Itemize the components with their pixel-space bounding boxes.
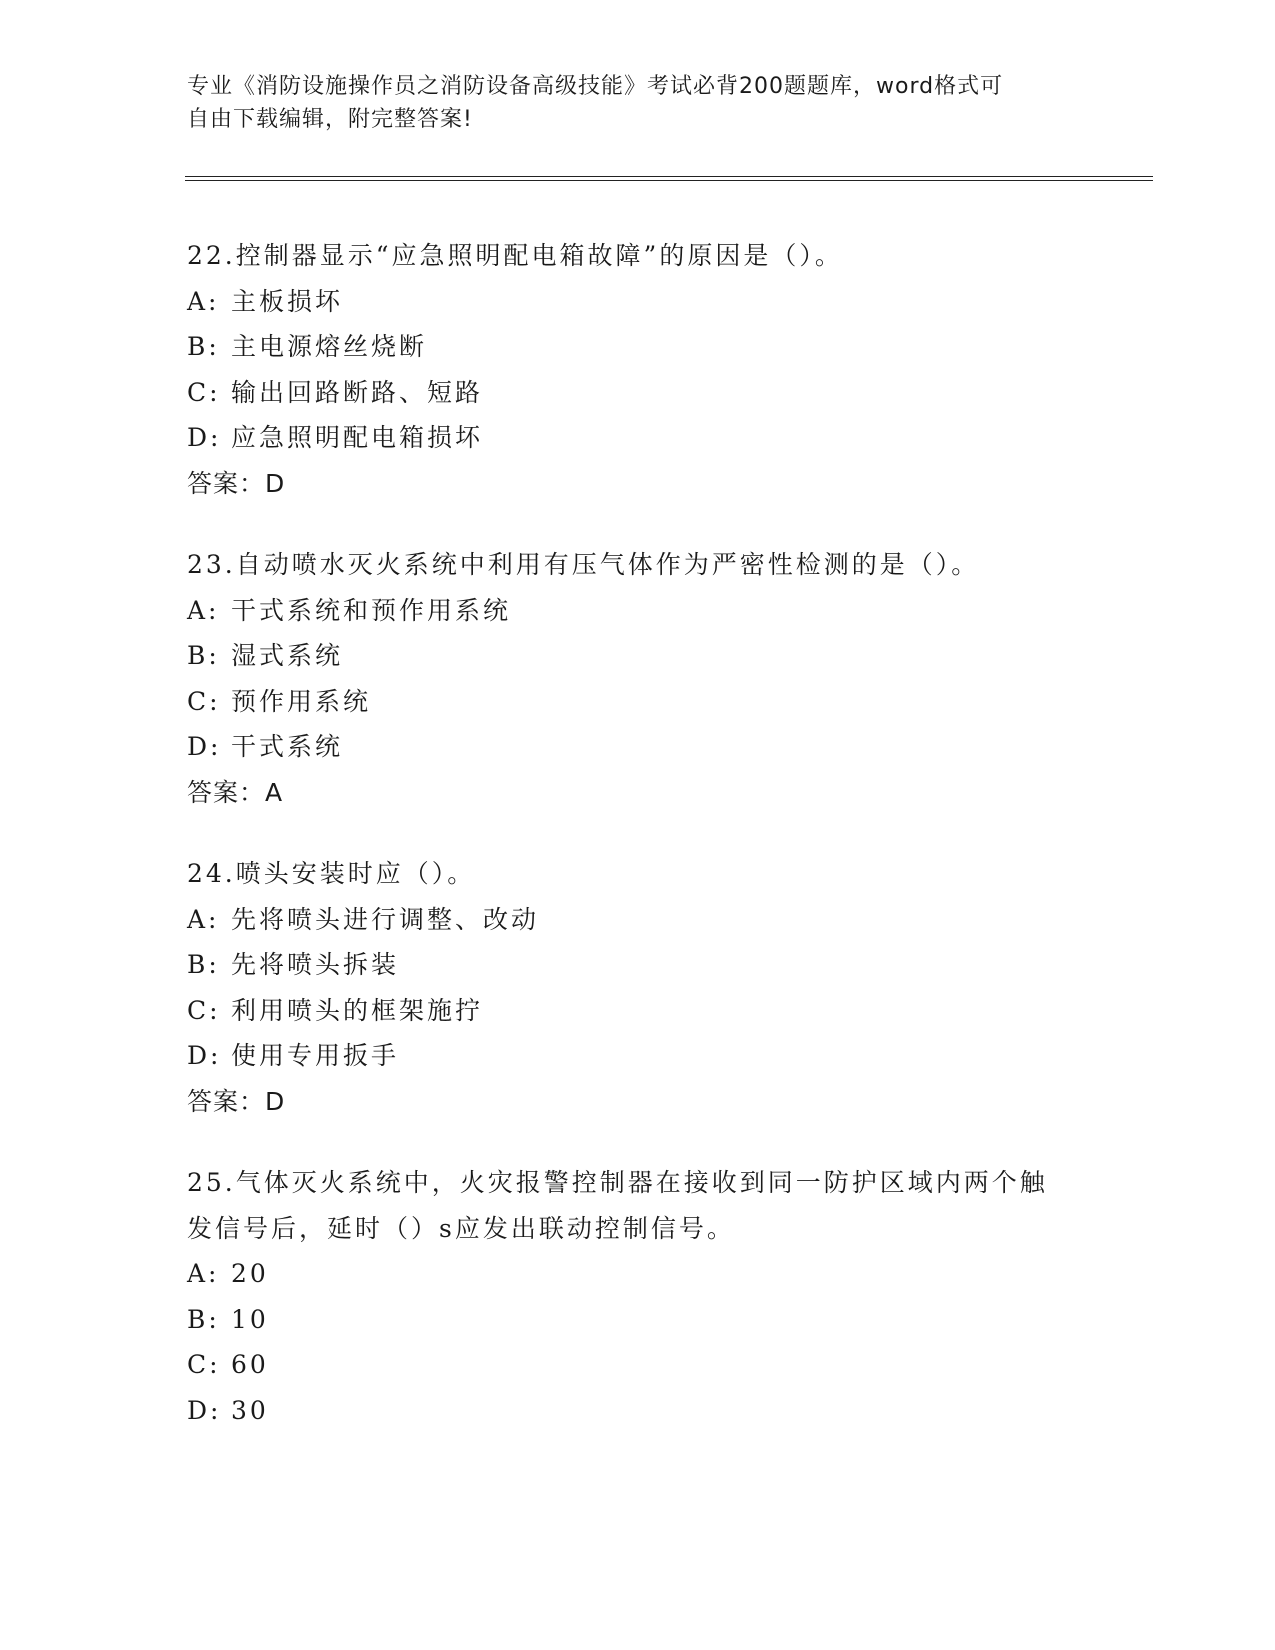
option-text: 60 xyxy=(231,1350,269,1379)
option-key: C: xyxy=(187,377,221,407)
question-stem xyxy=(187,1160,1087,1251)
option-a xyxy=(187,588,1087,634)
option-a xyxy=(187,1251,1087,1297)
option-text: 先将喷头拆装 xyxy=(231,950,400,979)
option-key: A: xyxy=(187,904,220,934)
question-stem-line: 25.气体灭火系统中，火灾报警控制器在接收到同一防护区域内两个触 xyxy=(187,1168,1048,1197)
option-text: 干式系统和预作用系统 xyxy=(231,595,512,625)
option-key: B: xyxy=(187,950,220,979)
option-text: 干式系统 xyxy=(231,732,344,761)
option-c xyxy=(187,1342,1087,1388)
document-header xyxy=(187,70,1067,136)
question-stem-line: 24.喷头安装时应（）。 xyxy=(187,859,476,888)
option-c xyxy=(187,370,1087,416)
option-text: 20 xyxy=(231,1259,269,1288)
option-key: A: xyxy=(187,1259,220,1288)
option-c xyxy=(187,679,1087,725)
option-b xyxy=(187,633,1087,679)
option-d xyxy=(187,1388,1087,1434)
option-key: B: xyxy=(187,641,220,670)
option-key: D: xyxy=(187,732,222,761)
option-text: 主电源熔丝烧断 xyxy=(231,332,428,361)
option-b xyxy=(187,324,1087,370)
option-key: D: xyxy=(187,1395,222,1425)
question-stem-line: 发信号后，延时（）s应发出联动控制信号。 xyxy=(187,1213,735,1243)
option-text: 主板损坏 xyxy=(231,286,344,316)
option-text: 10 xyxy=(231,1304,269,1334)
option-key: C: xyxy=(187,995,221,1025)
option-text: 湿式系统 xyxy=(231,641,344,670)
option-key: C: xyxy=(187,686,221,716)
question-stem-line: 22.控制器显示“应急照明配电箱故障”的原因是（）。 xyxy=(187,241,843,270)
header-double-rule xyxy=(185,176,1153,181)
answer-line: 答案：D xyxy=(187,1086,286,1116)
question-stem xyxy=(187,851,1087,897)
answer-line: 答案：D xyxy=(187,468,286,498)
option-text: 应急照明配电箱损坏 xyxy=(231,423,484,452)
option-key: A: xyxy=(187,595,220,625)
option-text: 利用喷头的框架施拧 xyxy=(231,995,484,1025)
header-line-1: 专业《消防设施操作员之消防设备高级技能》考试必背200题题库，word格式可 xyxy=(187,74,1004,99)
header-line-2: 自由下载编辑，附完整答案! xyxy=(187,107,473,132)
option-text: 输出回路断路、短路 xyxy=(231,377,484,407)
option-b xyxy=(187,942,1087,988)
option-key: A: xyxy=(187,286,220,316)
option-text: 预作用系统 xyxy=(231,686,372,716)
option-key: D: xyxy=(187,1041,222,1070)
question-list xyxy=(187,233,1087,1469)
question-23 xyxy=(187,542,1087,815)
option-text: 先将喷头进行调整、改动 xyxy=(231,904,540,934)
option-d xyxy=(187,724,1087,770)
question-stem xyxy=(187,233,1087,279)
option-key: D: xyxy=(187,423,222,452)
question-22 xyxy=(187,233,1087,506)
answer-line: 答案：A xyxy=(187,777,284,807)
option-key: B: xyxy=(187,1304,220,1334)
option-c xyxy=(187,988,1087,1034)
question-stem-line: 23.自动喷水灭火系统中利用有压气体作为严密性检测的是（）。 xyxy=(187,550,980,579)
option-d xyxy=(187,415,1087,461)
option-a xyxy=(187,279,1087,325)
option-a xyxy=(187,897,1087,943)
question-25 xyxy=(187,1160,1087,1433)
option-text: 使用专用扳手 xyxy=(231,1041,400,1070)
option-text: 30 xyxy=(231,1395,269,1425)
question-24 xyxy=(187,851,1087,1124)
option-key: B: xyxy=(187,332,220,361)
question-stem xyxy=(187,542,1087,588)
option-key: C: xyxy=(187,1350,221,1379)
option-b xyxy=(187,1297,1087,1343)
option-d xyxy=(187,1033,1087,1079)
